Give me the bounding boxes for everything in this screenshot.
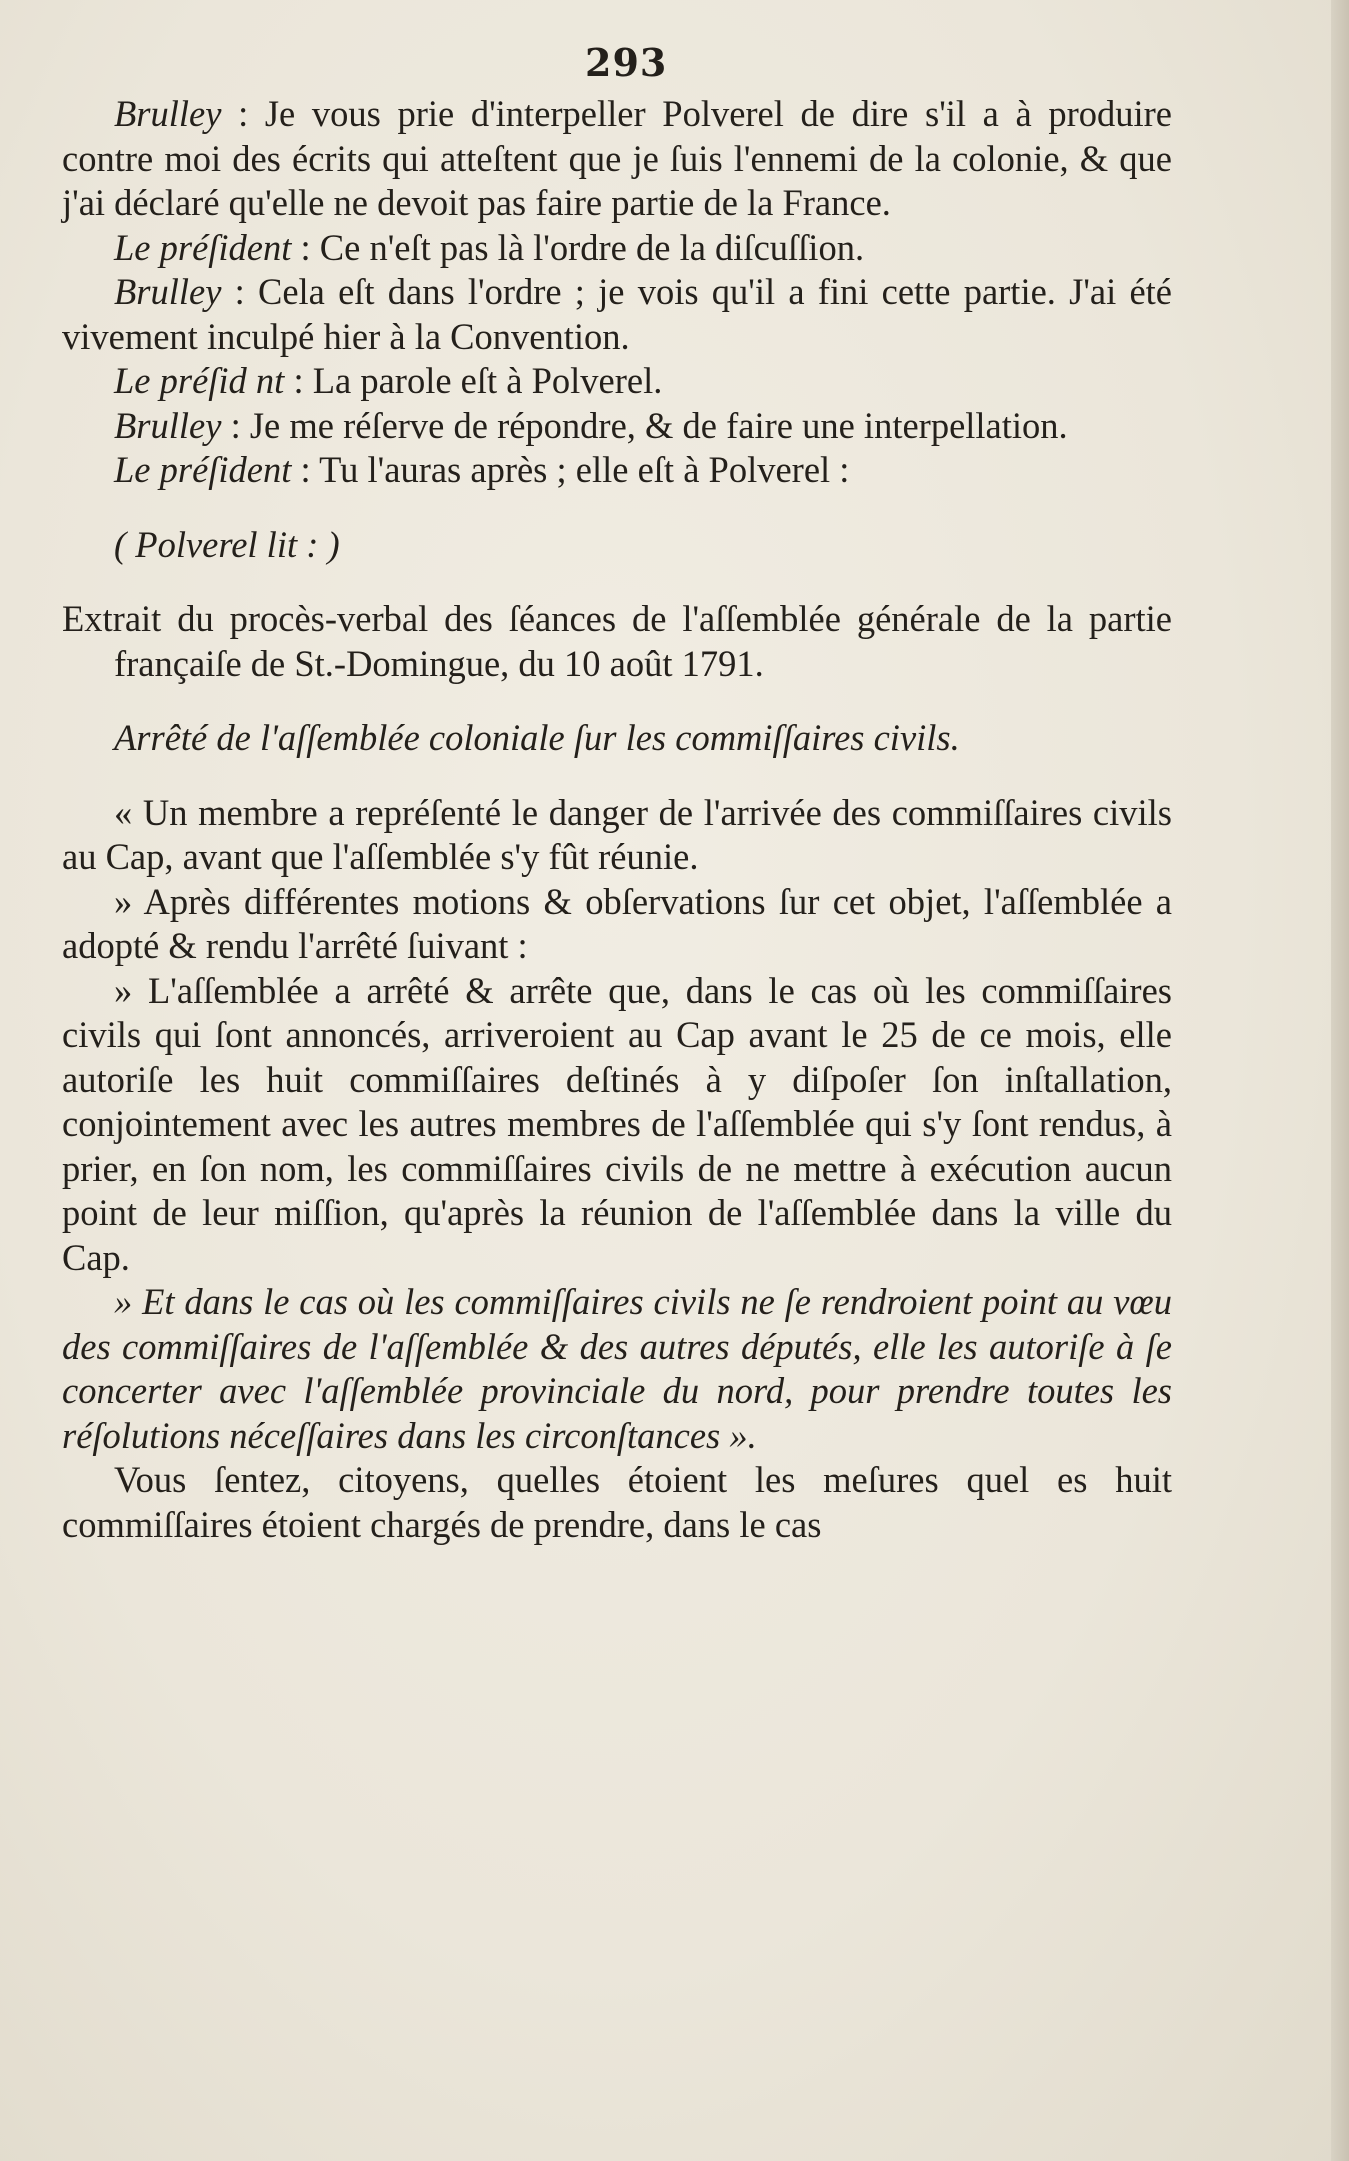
dialogue-text: : Cela eſt dans l'ordre ; je vois qu'il a fini cette partie. J'ai été vivement inculpé hier à la Convention. [62,271,1172,357]
dialogue-line-brulley-2 [62,270,1172,359]
dialogue-line-brulley-1 [62,92,1172,226]
closing-paragraph: Vous ſentez, citoyens, quelles étoient les meſures quel es huit commiſſaires étoient chargés de prendre, dans le cas [62,1459,1172,1545]
quote-paragraph-3: » L'aſſemblée a arrêté & arrête que, dans le cas où les commiſſaires civils qui ſont annoncés, arriveroient au Cap avant le 25 de ce mois, elle autoriſe les huit commiſſaires deſtinés à y diſpoſer ſon inſtallation, conjointement avec les autres membres de l'aſſemblée qui s'y ſont rendus, à prier, en ſon nom, les commiſſaires civils de ne mettre à exécution aucun point de leur miſſion, qu'après la réunion de l'aſſemblée dans la ville du Cap. [62,969,1172,1278]
speaker-name: Le préſid nt [114,360,285,401]
dialogue-text: : Tu l'auras après ; elle eſt à Polverel : [291,449,850,490]
stage-direction: ( Polverel lit : ) [114,523,340,565]
quote-paragraph-2: » Après différentes motions & obſervations ſur cet objet, l'aſſemblée a adopté & rendu l'arrêté ſuivant : [62,880,1172,966]
arrete-title: Arrêté de l'aſſemblée coloniale ſur les commiſſaires civils. [114,717,960,758]
dialogue-line-brulley-3 [62,404,1172,449]
speaker-name: Brulley [114,404,222,446]
quote-paragraph-1: « Un membre a repréſenté le danger de l'arrivée des commiſſaires civils au Cap, avant que l'aſſemblée s'y fût réunie. [62,791,1172,877]
dialogue-text: : Je me réſerve de répondre, & de faire une interpellation. [221,404,1068,446]
dialogue-line-president-3 [62,448,1172,493]
dialogue-text: : La parole eſt à Polverel. [284,360,663,401]
speaker-name: Brulley [114,271,222,312]
speaker-name: Le préſident [114,449,292,490]
speaker-name: Brulley [114,93,222,134]
dialogue-line-president-1 [62,226,1172,271]
speaker-name: Le préſident [114,226,292,268]
extrait-heading: Extrait du procès-verbal des ſéances de l'aſſemblée générale de la partie françaiſe de St.-Domingue, du 10 août 1791. [62,598,1172,684]
page-number: 293 [585,40,668,85]
page-body [62,92,1172,1547]
dialogue-text: : Je vous prie d'interpeller Polverel de dire s'il a à produire contre moi des écrits qui atteſtent que je ſuis l'ennemi de la colonie, & que j'ai déclaré qu'elle ne devoit pas faire partie de la France. [62,93,1172,223]
quote-paragraph-italic: » Et dans le cas où les commiſſaires civils ne ſe rendroient point au vœu des commiſſaires de l'aſſemblée & des autres députés, elle les autoriſe à ſe concerter avec l'aſſemblée provinciale du nord, pour prendre toutes les réſolutions néceſſaires dans les circonſtances ». [62,1281,1172,1456]
dialogue-text: : Ce n'eſt pas là l'ordre de la diſcuſſion. [291,226,865,268]
dialogue-line-president-2 [62,359,1172,404]
page-binding-edge [1331,0,1349,2161]
